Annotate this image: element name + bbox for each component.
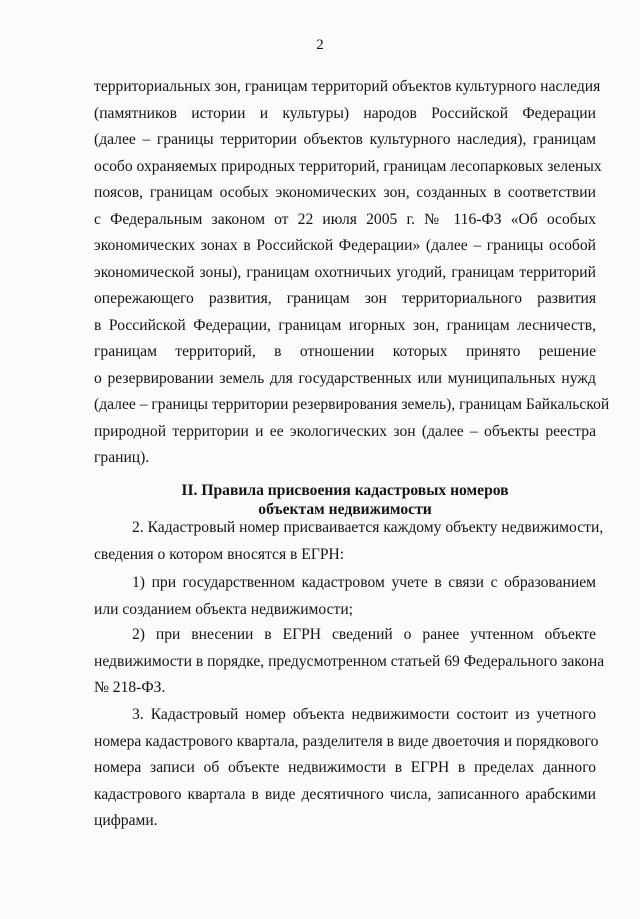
paragraph-item-3 — [94, 702, 599, 835]
text-line: экономической зоны), границам охотничьих угодий, границам территорий — [94, 263, 596, 281]
text-line: номера записи об объекте недвижимости в ЕГРН в пределах данного — [94, 759, 596, 776]
text-line: с Федеральным законом от 22 июля 2005 г. № 116-ФЗ «Об особых — [94, 210, 596, 228]
text-line: экономических зонах в Российской Федерации» (далее – границы особой — [94, 237, 596, 254]
section-heading — [94, 481, 596, 519]
text-line: природной территории и ее экологических зон (далее – объекты реестра — [94, 422, 596, 440]
text-line: границам территорий, в отношении которых принято решение — [94, 343, 596, 360]
text-line: номера кадастрового квартала, разделителя в виде двоеточия и порядкового — [94, 732, 599, 750]
text-line: (далее – границы территории резервирования земель), границам Байкальской — [94, 396, 610, 413]
text-line: недвижимости в порядке, предусмотренном статьей 69 Федерального закона — [94, 652, 605, 670]
text-line: территориальных зон, границам территорий объектов культурного наследия — [94, 78, 601, 95]
text-line: 3. Кадастровый номер объекта недвижимости состоит из учетного — [132, 706, 596, 723]
text-line: № 218-ФЗ. — [94, 679, 166, 696]
text-line: 1) при государственном кадастровом учете в связи с образованием — [132, 574, 596, 591]
text-line: о резервировании земель для государственных или муниципальных нужд — [94, 369, 596, 387]
text-line: границ). — [94, 449, 150, 466]
text-line: (далее – границы территории объектов культурного наследия), границам — [94, 131, 596, 148]
text-line: 2. Кадастровый номер присваивается каждому объекту недвижимости, — [132, 519, 604, 536]
section-heading-line: объектам недвижимости — [258, 501, 432, 518]
text-line: цифрами. — [94, 812, 158, 829]
text-line: в Российской Федерации, границам игорных зон, границам лесничеств, — [94, 316, 596, 334]
paragraph-subitem-2 — [94, 622, 605, 702]
text-line: опережающего развития, границам зон территориального развития — [94, 290, 596, 307]
text-line: сведения о котором вносятся в ЕГРН: — [94, 545, 345, 563]
text-line: особо охраняемых природных территорий, границам лесопарковых зеленых — [94, 157, 602, 175]
paragraph-subitem-1 — [94, 570, 596, 623]
paragraph-continued — [94, 74, 610, 472]
text-line: или созданием объекта недвижимости; — [94, 600, 354, 618]
text-line: (памятников истории и культуры) народов Российской Федерации — [94, 104, 596, 122]
page-number: 2 — [316, 37, 324, 53]
text-line: поясов, границам особых экономических зон, созданных в соответствии — [94, 184, 596, 201]
text-line: 2) при внесении в ЕГРН сведений о ранее учтенном объекте — [132, 626, 596, 643]
section-heading-line: II. Правила присвоения кадастровых номеров — [181, 482, 509, 499]
text-line: кадастрового квартала в виде десятичного числа, записанного арабскими — [94, 785, 596, 803]
paragraph-item-2 — [94, 515, 604, 568]
